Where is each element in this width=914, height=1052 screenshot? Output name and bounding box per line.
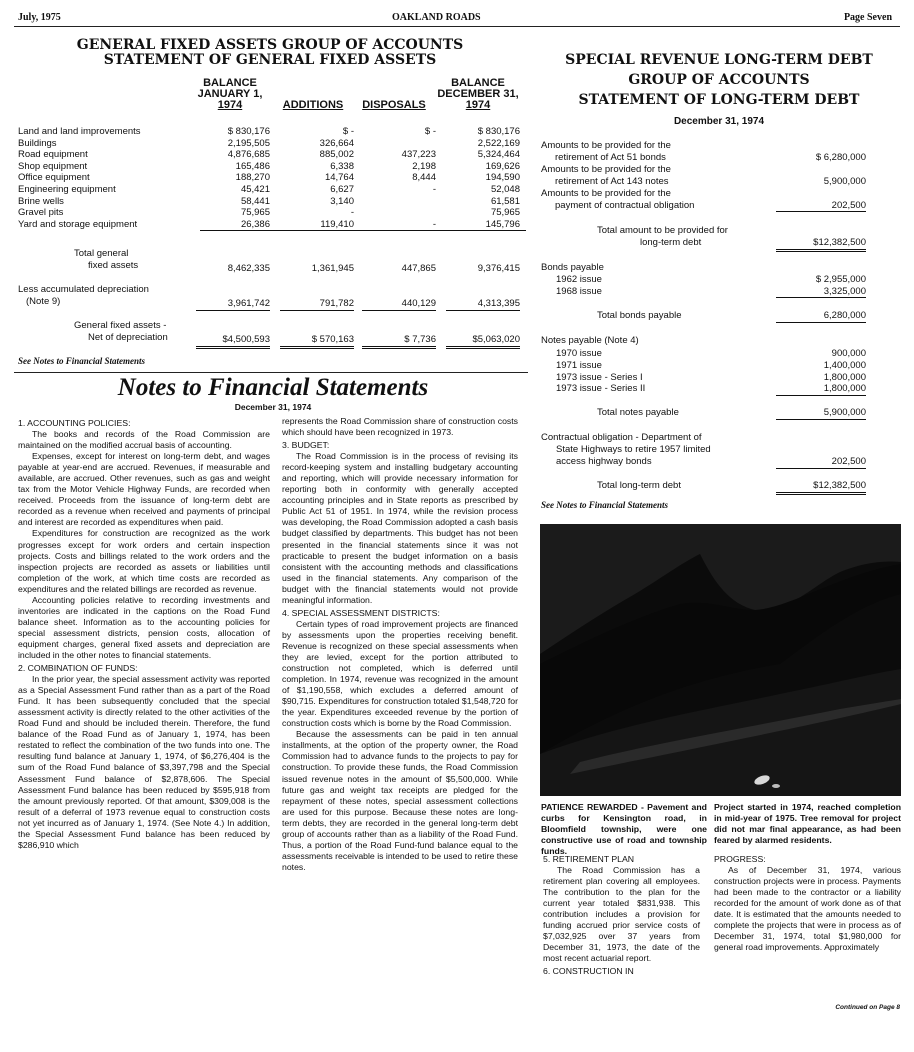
header-date: July, 1975 bbox=[18, 12, 61, 23]
total-fixed-label: Total general fixed assets bbox=[74, 248, 139, 271]
header-rule bbox=[14, 26, 900, 27]
total-provided-value: $12,382,500 bbox=[776, 237, 866, 252]
row-label: Land and land improvements bbox=[18, 126, 141, 137]
value-additions: 119,410 bbox=[276, 219, 360, 231]
value-jan: 2,195,505 bbox=[227, 137, 270, 149]
value-dec: 5,324,464 bbox=[477, 149, 520, 161]
note-paragraph: represents the Road Commission share of construction costs which should have been recognized in 1973. bbox=[282, 416, 518, 438]
value-disposals: - bbox=[360, 219, 442, 231]
fixed-asset-row bbox=[18, 138, 526, 150]
value-jan: 188,270 bbox=[235, 172, 270, 184]
note-paragraph: Because the assessments can be paid in ten annual installments, at the option of the property owner, the Road Commission had to advance funds to the projects to pay for construction. To provide these funds, the Road Commission issued revenue notes in the amount of $5,500,000. While future gas and weight tax receipts are pledged for the repayment of these notes, special assessment collections are used for this purpose. Because these notes are long-term debts, they are recorded in the general long-term debt group of accounts rather than as a liability of the Road Fund. Thus, a portion of the Road Fund-fund balance equal to the assessments receivable is intended to be used to retire these notes. bbox=[282, 729, 518, 872]
contract-value: 202,500 bbox=[776, 456, 866, 469]
note-issue: 1973 issue - Series II bbox=[556, 383, 646, 395]
bond-issue: 1962 issue bbox=[556, 274, 602, 285]
fixed-asset-row bbox=[18, 161, 526, 173]
total-notes-label: Total notes payable bbox=[597, 407, 679, 418]
value-additions: 6,627 bbox=[330, 183, 354, 195]
col-balance-dec: BALANCE DECEMBER 31, 1974 bbox=[437, 77, 519, 111]
notes-column-1 bbox=[18, 416, 270, 851]
col-additions: ADDITIONS bbox=[282, 99, 344, 111]
notes-title: Notes to Financial Statements bbox=[117, 374, 429, 401]
amount-value: 5,900,000 bbox=[823, 175, 866, 187]
note-paragraph: Expenditures for construction are recognized as the work progresses except for work orders and certain inspection projects. Costs and billings related to the work orders and the inspection projects are recorded as assets or liabilities until completion of the work, at which time costs are recorded as expenditures and the related billings are recorded as revenue. bbox=[18, 528, 270, 594]
total-bonds-label: Total bonds payable bbox=[597, 310, 682, 321]
note-heading: 1. ACCOUNTING POLICIES: bbox=[18, 418, 131, 428]
photo-caption-left: PATIENCE REWARDED - Pavement and curbs for Kensington road, in Bloomfield township, were one constructive use of road and township funds. bbox=[541, 802, 707, 856]
contract-label: State Highways to retire 1957 limited bbox=[556, 444, 711, 455]
bond-issue: 1968 issue bbox=[556, 285, 602, 297]
value-dec: 61,581 bbox=[490, 195, 520, 207]
value-dec: 52,048 bbox=[490, 183, 520, 195]
value-disposals bbox=[360, 138, 442, 150]
row-label: Yard and storage equipment bbox=[18, 218, 138, 230]
note-value: 900,000 bbox=[831, 348, 866, 359]
net-value-disposals: $ 7,736 bbox=[362, 334, 436, 349]
notes-date: December 31, 1974 bbox=[234, 402, 312, 412]
note-paragraph: Accounting policies relative to recording investments and inventories are indicated in the captions on the Road Fund balance sheet. Information as to the accounting policies for special assessment districts, pension costs, allocation of equipment charges, general fixed assets and depreciation are included in the other notes to financial statements. bbox=[18, 594, 270, 660]
net-value-additions: $ 570,163 bbox=[280, 334, 354, 349]
amount-value: $ 6,280,000 bbox=[815, 151, 866, 163]
fixed-assets-table bbox=[18, 126, 526, 231]
dep-value-dec: 4,313,395 bbox=[446, 298, 520, 311]
header-page: Page Seven bbox=[843, 12, 892, 23]
dep-value-disposals: 440,129 bbox=[362, 298, 436, 311]
value-dec: 75,965 bbox=[490, 207, 520, 219]
note-heading: 2. COMBINATION OF FUNDS: bbox=[18, 663, 138, 674]
note-heading: 4. SPECIAL ASSESSMENT DISTRICTS: bbox=[282, 607, 440, 618]
ltd-title: SPECIAL REVENUE LONG-TERM DEBT GROUP OF ACCOUNTS STATEMENT OF LONG-TERM DEBT bbox=[565, 52, 873, 108]
dep-value-additions: 791,782 bbox=[280, 298, 354, 311]
total-value-jan: 8,462,335 bbox=[227, 263, 270, 274]
contract-label: access highway bonds bbox=[556, 456, 652, 467]
value-additions: 3,140 bbox=[330, 195, 354, 207]
amount-label: Amounts to be provided for the bbox=[541, 140, 671, 151]
note-paragraph: The Road Commission is in the process of revising its record-keeping system and installing budgetary accounting and reporting, which will provide necessary information for reporting both in conformity with generally accepted accounting principles and in State reports as prescribed by Public Act 51 of 1951. In 1974, while the revision process was developing, the Road Commission adopted a cash basis budget classified by departments. This budget has not been presented in the financial statements since it was not practicable to present the budget information on a basis consistent with the accounting methods and classifications used in the financial statements. Any comparison of the budget with the financial statements would not provide meaningful information. bbox=[282, 451, 518, 605]
note-paragraph: Certain types of road improvement projects are financed by assessments upon the properties receiving benefit. Revenue is recognized on these special assessments when they are levied, except for the portion attributed to construction not completed, which is deferred until completion. In 1974, revenue was recognized in the amount of $1,190,558, which excludes a deferred amount of $90,715. Expenditures for construction totaled $1,548,720 for the year. Expenditures exceeded revenue by the portion of construction costs which is borne by the Road Commission. bbox=[282, 618, 518, 729]
total-provided-label: long-term debt bbox=[640, 237, 702, 248]
section-rule bbox=[14, 372, 528, 373]
total-bonds-value: 6,280,000 bbox=[776, 310, 866, 323]
value-dec: $ 830,176 bbox=[477, 126, 520, 137]
depreciation-label: Less accumulated depreciation (Note 9) bbox=[18, 284, 149, 307]
total-notes-value: 5,900,000 bbox=[776, 407, 866, 420]
fixed-assets-title: GENERAL FIXED ASSETS GROUP OF ACCOUNTS STATEMENT OF GENERAL FIXED ASSETS bbox=[76, 37, 464, 68]
note-issue: 1973 issue - Series I bbox=[556, 371, 643, 383]
note-heading: 6. CONSTRUCTION IN bbox=[543, 966, 634, 977]
total-provided-label: Total amount to be provided for bbox=[597, 225, 728, 236]
note-value: 1,800,000 bbox=[823, 371, 866, 383]
row-label: Road equipment bbox=[18, 149, 88, 161]
value-disposals: $ - bbox=[424, 126, 436, 137]
value-additions: $ - bbox=[342, 126, 354, 137]
fixed-asset-row bbox=[18, 149, 526, 161]
ltd-date: December 31, 1974 bbox=[673, 116, 765, 127]
dep-value-jan: 3,961,742 bbox=[196, 298, 270, 311]
note-paragraph: Expenses, except for interest on long-term debt, and wages payable at year-end are accrued. Revenues, if measurable and available, are accrued. Other revenues, such as gas and weight tax from the Motor Vehicle Highway Funds, are recorded when received. Proceeds from the issuance of long-term debt are recorded as a revenue when received and payments of principal and interest are recorded as expenditures when paid. bbox=[18, 451, 270, 528]
value-additions: 885,002 bbox=[319, 149, 354, 161]
value-jan: 26,386 bbox=[200, 219, 276, 231]
amount-label: payment of contractual obligation bbox=[555, 199, 695, 211]
note-issue: 1970 issue bbox=[556, 348, 602, 359]
fixed-asset-row bbox=[18, 184, 526, 196]
value-dec: 169,626 bbox=[485, 160, 520, 172]
note-value: 1,800,000 bbox=[776, 383, 866, 396]
value-disposals bbox=[360, 207, 442, 219]
value-additions: 6,338 bbox=[330, 160, 354, 172]
amount-label: retirement of Act 143 notes bbox=[555, 175, 669, 187]
total-value-dec: 9,376,415 bbox=[477, 263, 520, 274]
net-value-jan: $4,500,593 bbox=[196, 334, 270, 349]
row-label: Office equipment bbox=[18, 172, 90, 184]
col-balance-jan: BALANCE JANUARY 1, 1974 bbox=[197, 77, 263, 111]
total-value-additions: 1,361,945 bbox=[311, 263, 354, 274]
value-disposals bbox=[360, 196, 442, 208]
row-label: Buildings bbox=[18, 137, 57, 149]
notes-column-3 bbox=[543, 852, 700, 978]
net-label: General fixed assets - Net of depreciation bbox=[74, 320, 168, 343]
note-heading: PROGRESS: bbox=[714, 854, 766, 864]
bond-value: $ 2,955,000 bbox=[815, 274, 866, 285]
value-additions: - bbox=[350, 207, 354, 219]
amount-value: 202,500 bbox=[776, 200, 866, 213]
row-label: Shop equipment bbox=[18, 160, 88, 172]
value-dec: 145,796 bbox=[442, 219, 526, 231]
amount-label: retirement of Act 51 bonds bbox=[555, 151, 666, 163]
total-ltd-label: Total long-term debt bbox=[597, 480, 681, 491]
road-photo bbox=[540, 524, 901, 796]
row-label: Gravel pits bbox=[18, 207, 64, 219]
value-jan: $ 830,176 bbox=[227, 126, 270, 137]
bond-value: 3,325,000 bbox=[776, 286, 866, 299]
note-issue: 1971 issue bbox=[556, 359, 602, 371]
note-paragraph: As of December 31, 1974, various construction projects were in process. Payments had been made to the contractor or a liability recorded for the amount of work done as of that date. It is estimated that the amounts needed to complete the projects that were in process as of December 31, 1974, total $1,980,000 for general road improvements. Approximately bbox=[714, 865, 901, 953]
value-jan: 4,876,685 bbox=[227, 149, 270, 161]
total-value-disposals: 447,865 bbox=[401, 263, 436, 274]
value-additions: 14,764 bbox=[324, 172, 354, 184]
value-disposals: 437,223 bbox=[401, 149, 436, 161]
amount-label: Amounts to be provided for the bbox=[541, 188, 671, 199]
fixed-asset-row bbox=[18, 172, 526, 184]
note-paragraph: In the prior year, the special assessment activity was reported as a Special Assessment Fund rather than as a part of the Road Fund. It has been subsequently concluded that the special assessment activity is directly related to the other activities of the Road Fund and should be included therein. Therefore, the fund balance of the Road Fund as of January 1, 1974, has been restated to reflect the combination of the two funds into one. The resulting fund balance at January 1, 1974, of $6,276,404 is the sum of the Road Fund balance of $3,397,798 and the Special Assessment Fund balance of $2,878,606. The Special Assessment Fund balance has been reduced by $595,918 from the amount previously reported. Of that amount, $309,008 is the result of a deferral of 1973 revenue equal to construction costs not yet incurred as of January 1, 1974. (See Note 4.) In addition, the Special Assessment Fund balance has been reduced by $286,910 which bbox=[18, 674, 270, 850]
note-heading: 3. BUDGET: bbox=[282, 440, 330, 451]
notes-payable-label: Notes payable (Note 4) bbox=[541, 335, 639, 346]
value-dec: 2,522,169 bbox=[477, 137, 520, 149]
value-jan: 165,486 bbox=[235, 160, 270, 172]
fixed-asset-row bbox=[18, 126, 526, 138]
fixed-asset-row bbox=[18, 207, 526, 219]
value-disposals: - bbox=[432, 183, 436, 195]
value-disposals: 8,444 bbox=[412, 172, 436, 184]
value-additions: 326,664 bbox=[319, 137, 354, 149]
notes-column-2 bbox=[282, 416, 518, 873]
net-value-dec: $5,063,020 bbox=[446, 334, 520, 349]
note-paragraph: The books and records of the Road Commission are maintained on the modified accrual basis of accounting. bbox=[18, 429, 270, 451]
note-value: 1,400,000 bbox=[823, 359, 866, 371]
note-paragraph: The Road Commission has a retirement plan covering all employees. The contribution to the plan for the current year totaled $831,938. This contribution includes a provision for funding accrued prior service costs of $7,032,925 over 37 years from December 31, 1973, the date of the most recent actuarial report. bbox=[543, 865, 700, 964]
amount-label: Amounts to be provided for the bbox=[541, 164, 671, 175]
bonds-label: Bonds payable bbox=[541, 262, 604, 273]
continued-note: Continued on Page 8 bbox=[835, 1004, 900, 1011]
fixed-asset-row bbox=[18, 219, 526, 231]
fixed-asset-row bbox=[18, 196, 526, 208]
ltd-see-notes: See Notes to Financial Statements bbox=[541, 500, 669, 510]
value-dec: 194,590 bbox=[485, 172, 520, 184]
value-jan: 45,421 bbox=[240, 183, 270, 195]
col-disposals: DISPOSALS bbox=[362, 99, 426, 111]
total-ltd-value: $12,382,500 bbox=[776, 480, 866, 495]
fixed-assets-see-notes: See Notes to Financial Statements bbox=[18, 356, 146, 366]
notes-column-4 bbox=[714, 852, 901, 953]
note-heading: 5. RETIREMENT PLAN bbox=[543, 854, 635, 864]
value-jan: 58,441 bbox=[240, 195, 270, 207]
photo-caption-right: Project started in 1974, reached completion in mid-year of 1975. Tree removal for project did not mar final appearance, as had been feared by alarmed residents. bbox=[714, 802, 901, 845]
contract-label: Contractual obligation - Department of bbox=[541, 432, 702, 443]
row-label: Engineering equipment bbox=[18, 183, 116, 195]
header-publication: OAKLAND ROADS bbox=[392, 12, 481, 23]
value-jan: 75,965 bbox=[240, 207, 270, 219]
value-disposals: 2,198 bbox=[412, 160, 436, 172]
row-label: Brine wells bbox=[18, 195, 64, 207]
